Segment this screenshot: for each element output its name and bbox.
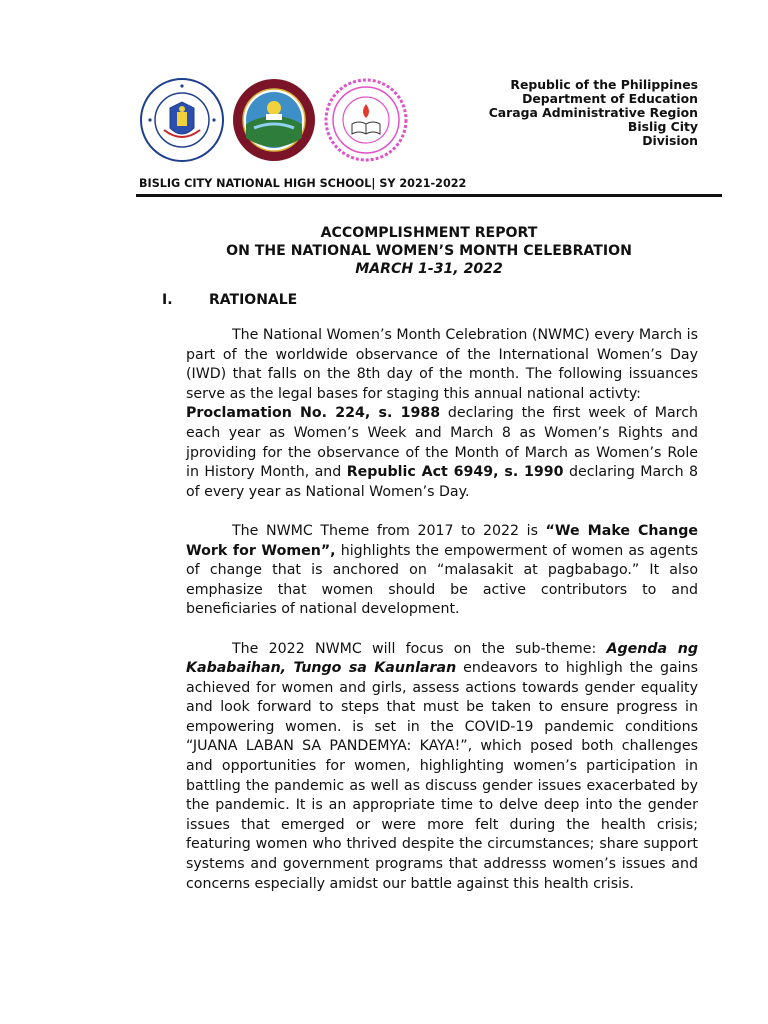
letterhead-line: Department of Education [522,91,698,106]
deped-seal-logo [140,78,224,162]
paragraph-text: declaring the first week of March each year as Women’s Week and March 8 as Women’s Rights and jproviding for the observance of the Month of March as Women’s Role in History Month, and [186,405,698,481]
paragraph-spacer [186,620,698,640]
paragraph-text: declaring March 8 of every year as National Women’s Day. [186,464,698,500]
letterhead-line: Bislig City [627,119,698,134]
section-heading [162,292,297,308]
division-seal-icon [232,78,316,162]
section-title: RATIONALE [209,292,298,308]
title-line-2: ON THE NATIONAL WOMEN’S MONTH CELEBRATION [226,243,632,259]
logo-group [140,78,410,164]
letterhead-line: Caraga Administrative Region [488,105,698,120]
school-seal-icon [324,78,408,162]
letterhead-line: Division [642,133,698,148]
paragraph-text: highlights the empowerment of women as agents of change that is anchored on “malasakit at pagbabago.” It also emphasize that women should be active contributors to and beneficiaries of national development. [186,542,698,618]
header-divider [136,194,722,197]
paragraph-sub-theme [186,640,698,895]
rationale-body [186,326,698,894]
paragraph-spacer [186,502,698,522]
paragraph-theme [186,522,698,620]
sub-theme-title: Agenda ng Kababaihan, Tungo sa Kaunlaran [186,640,698,677]
section-number: I. [162,292,173,308]
school-seal-logo [324,78,404,162]
school-year-line: BISLIG CITY NATIONAL HIGH SCHOOL| SY 2021-2022 [139,177,467,190]
proclamation-ref: Proclamation No. 224, s. 1988 [186,405,441,422]
report-title [136,224,722,278]
title-date: MARCH 1-31, 2022 [355,261,503,277]
paragraph-intro: The National Women’s Month Celebration (NWMC) every March is part of the worldwide observance of the International Women’s Day (IWD) that falls on the 8th day of the month. The following issuances serve as the legal bases for staging this annual national activty: [186,327,698,402]
title-line-1: ACCOMPLISHMENT REPORT [320,225,538,241]
paragraph-legal-bases [186,404,698,502]
division-seal-logo [232,78,316,162]
paragraph-text: endeavors to highligh the gains achieved for women and girls, assess actions towards gender equality and look forward to steps that must be taken to ensure progress in empowering women. is set in the COVID-19 pandemic conditions “JUANA LABAN SA PANDEMYA: KAYA!”, which posed both challenges and opportunities for women, highlighting women’s participation in battling the pandemic as well as discuss gender issues exacerbated by the pandemic. It is an appropriate time to delve deep into the gender issues that emerged or were more felt during the health crisis; featuring women who thrived despite the circumstances; share support systems and government programs that addresss women’s issues and concerns especially amidst our battle against this health crisis. [186,660,698,892]
letterhead [489,78,698,148]
paragraph-text: The 2022 NWMC will focus on the sub-theme: [232,640,607,657]
republic-act-ref: Republic Act 6949, s. 1990 [346,464,564,481]
theme-quote: “We Make Change Work for Women”, [186,522,698,559]
deped-seal-icon [140,78,224,162]
letterhead-line: Republic of the Philippines [510,77,698,92]
paragraph-text: The NWMC Theme from 2017 to 2022 is [232,522,546,539]
